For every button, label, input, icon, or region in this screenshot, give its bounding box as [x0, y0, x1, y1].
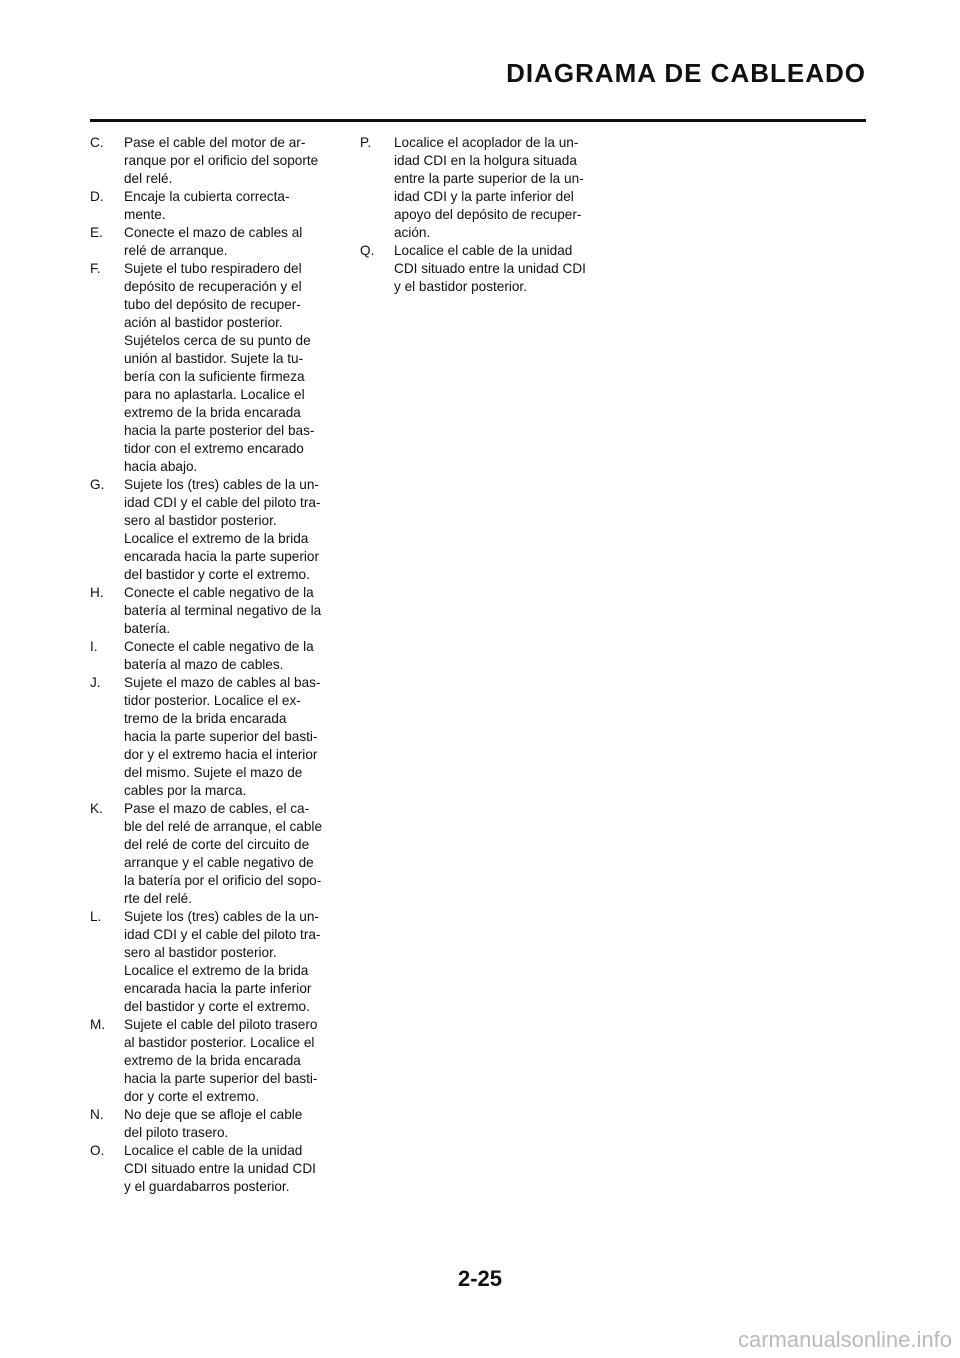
- instruction-line: idad CDI y el cable del piloto tra-: [124, 495, 321, 510]
- instruction-text: [124, 476, 330, 584]
- instruction-line: Sujete el mazo de cables al bas-: [124, 675, 321, 690]
- instruction-line: Localice el acoplador de la un-: [394, 135, 579, 150]
- instruction-text: [124, 1106, 330, 1142]
- instruction-line: idad CDI y la parte inferior del: [394, 189, 574, 204]
- instruction-line: del bastidor y corte el extremo.: [124, 567, 310, 582]
- instruction-line: sero al bastidor posterior.: [124, 513, 277, 528]
- instruction-line: sero al bastidor posterior.: [124, 945, 277, 960]
- instruction-line: rte del relé.: [124, 891, 193, 906]
- instruction-line: Pase el mazo de cables, el ca-: [124, 801, 310, 816]
- instruction-letter: K.: [90, 801, 103, 816]
- instruction-line: hacia la parte superior del basti-: [124, 1071, 318, 1086]
- instruction-line: cables por la marca.: [124, 783, 247, 798]
- instruction-text: [124, 134, 330, 188]
- instruction-text: [124, 1016, 330, 1106]
- instruction-line: Sujete los (tres) cables de la un-: [124, 477, 319, 492]
- instruction-line: hacia abajo.: [124, 459, 198, 474]
- instruction-line: del relé.: [124, 171, 173, 186]
- instruction-item: [90, 260, 330, 476]
- instruction-letter: D.: [90, 189, 104, 204]
- right-column: [360, 134, 608, 296]
- instruction-line: tremo de la brida encarada: [124, 711, 287, 726]
- instruction-letter: J.: [90, 675, 101, 690]
- instruction-line: encarada hacia la parte superior: [124, 549, 319, 564]
- instruction-item: [90, 638, 330, 674]
- instruction-line: Localice el extremo de la brida: [124, 963, 309, 978]
- instruction-line: hacia la parte superior del basti-: [124, 729, 318, 744]
- instruction-line: Sujételos cerca de su punto de: [124, 333, 311, 348]
- instruction-line: tubo del depósito de recuper-: [124, 297, 301, 312]
- instruction-letter: Q.: [360, 243, 375, 258]
- instruction-item: [90, 584, 330, 638]
- instruction-item: [90, 1016, 330, 1106]
- instruction-line: Pase el cable del motor de ar-: [124, 135, 306, 150]
- instruction-line: Conecte el mazo de cables al: [124, 225, 303, 240]
- instruction-line: tidor con el extremo encarado: [124, 441, 304, 456]
- instruction-line: Encaje la cubierta correcta-: [124, 189, 290, 204]
- instruction-line: del mismo. Sujete el mazo de: [124, 765, 303, 780]
- instruction-letter: P.: [360, 135, 372, 150]
- instruction-text: [394, 242, 608, 296]
- instruction-item: [90, 476, 330, 584]
- instruction-line: entre la parte superior de la un-: [394, 171, 584, 186]
- instruction-line: Sujete los (tres) cables de la un-: [124, 909, 319, 924]
- instruction-line: Sujete el cable del piloto trasero: [124, 1017, 318, 1032]
- instruction-line: y el bastidor posterior.: [394, 279, 527, 294]
- instruction-line: depósito de recuperación y el: [124, 279, 302, 294]
- instruction-line: encarada hacia la parte inferior: [124, 981, 312, 996]
- instruction-letter: M.: [90, 1017, 106, 1032]
- instruction-line: arranque y el cable negativo de: [124, 855, 314, 870]
- instruction-line: y el guardabarros posterior.: [124, 1179, 290, 1194]
- instruction-text: [124, 638, 330, 674]
- instruction-text: [124, 1142, 330, 1196]
- instruction-item: [90, 908, 330, 1016]
- instruction-line: Localice el cable de la unidad: [124, 1143, 303, 1158]
- instruction-line: No deje que se afloje el cable: [124, 1107, 303, 1122]
- instruction-line: mente.: [124, 207, 166, 222]
- left-column: [90, 134, 330, 1196]
- instruction-line: ación.: [394, 225, 431, 240]
- instruction-line: extremo de la brida encarada: [124, 1053, 301, 1068]
- instruction-line: Conecte el cable negativo de la: [124, 639, 314, 654]
- instruction-line: ranque por el orificio del soporte: [124, 153, 319, 168]
- instruction-letter: H.: [90, 585, 104, 600]
- instruction-text: [124, 584, 330, 638]
- instruction-line: batería al terminal negativo de la: [124, 603, 322, 618]
- instruction-line: apoyo del depósito de recuper-: [394, 207, 582, 222]
- instruction-letter: C.: [90, 135, 104, 150]
- instruction-letter: I.: [90, 639, 98, 654]
- instruction-line: Conecte el cable negativo de la: [124, 585, 314, 600]
- instruction-item: [90, 134, 330, 188]
- instruction-item: [360, 134, 608, 242]
- instruction-line: Sujete el tubo respiradero del: [124, 261, 302, 276]
- instruction-letter: L.: [90, 909, 102, 924]
- instruction-line: CDI situado entre la unidad CDI: [124, 1161, 316, 1176]
- instruction-line: ble del relé de arranque, el cable: [124, 819, 322, 834]
- instruction-letter: E.: [90, 225, 103, 240]
- instruction-text: [394, 134, 608, 242]
- instruction-item: [90, 224, 330, 260]
- instruction-line: ación al bastidor posterior.: [124, 315, 283, 330]
- instruction-item: [90, 1106, 330, 1142]
- instruction-item: [90, 188, 330, 224]
- instruction-line: la batería por el orificio del sopo-: [124, 873, 322, 888]
- instruction-line: para no aplastarla. Localice el: [124, 387, 305, 402]
- instruction-item: [90, 674, 330, 800]
- instruction-item: [360, 242, 608, 296]
- instruction-line: idad CDI y el cable del piloto tra-: [124, 927, 321, 942]
- instruction-text: [124, 800, 330, 908]
- instruction-line: Localice el extremo de la brida: [124, 531, 309, 546]
- watermark: carmanualsonline.info: [737, 1327, 952, 1352]
- instruction-line: dor y corte el extremo.: [124, 1089, 260, 1104]
- instruction-line: del bastidor y corte el extremo.: [124, 999, 310, 1014]
- instruction-line: relé de arranque.: [124, 243, 228, 258]
- instruction-letter: F.: [90, 261, 101, 276]
- instruction-item: [90, 1142, 330, 1196]
- instruction-line: del piloto trasero.: [124, 1125, 229, 1140]
- instruction-line: idad CDI en la holgura situada: [394, 153, 577, 168]
- instruction-line: tidor posterior. Localice el ex-: [124, 693, 301, 708]
- instruction-line: hacia la parte posterior del bas-: [124, 423, 315, 438]
- instruction-letter: N.: [90, 1107, 104, 1122]
- instruction-letter: G.: [90, 477, 105, 492]
- page-title: DIAGRAMA DE CABLEADO: [506, 58, 866, 88]
- instruction-line: extremo de la brida encarada: [124, 405, 301, 420]
- instruction-text: [124, 674, 330, 800]
- instruction-line: del relé de corte del circuito de: [124, 837, 310, 852]
- instruction-line: batería.: [124, 621, 171, 636]
- instruction-line: batería al mazo de cables.: [124, 657, 284, 672]
- instruction-text: [124, 260, 330, 476]
- instruction-text: [124, 908, 330, 1016]
- title-divider: [90, 119, 866, 122]
- instruction-text: [124, 188, 330, 224]
- page-number: 2-25: [457, 1266, 503, 1291]
- instruction-line: Localice el cable de la unidad: [394, 243, 573, 258]
- instruction-line: CDI situado entre la unidad CDI: [394, 261, 586, 276]
- instruction-line: dor y el extremo hacia el interior: [124, 747, 318, 762]
- instruction-letter: O.: [90, 1143, 105, 1158]
- instruction-text: [124, 224, 330, 260]
- instruction-line: al bastidor posterior. Localice el: [124, 1035, 315, 1050]
- instruction-line: unión al bastidor. Sujete la tu-: [124, 351, 304, 366]
- instruction-line: bería con la suficiente firmeza: [124, 369, 305, 384]
- instruction-item: [90, 800, 330, 908]
